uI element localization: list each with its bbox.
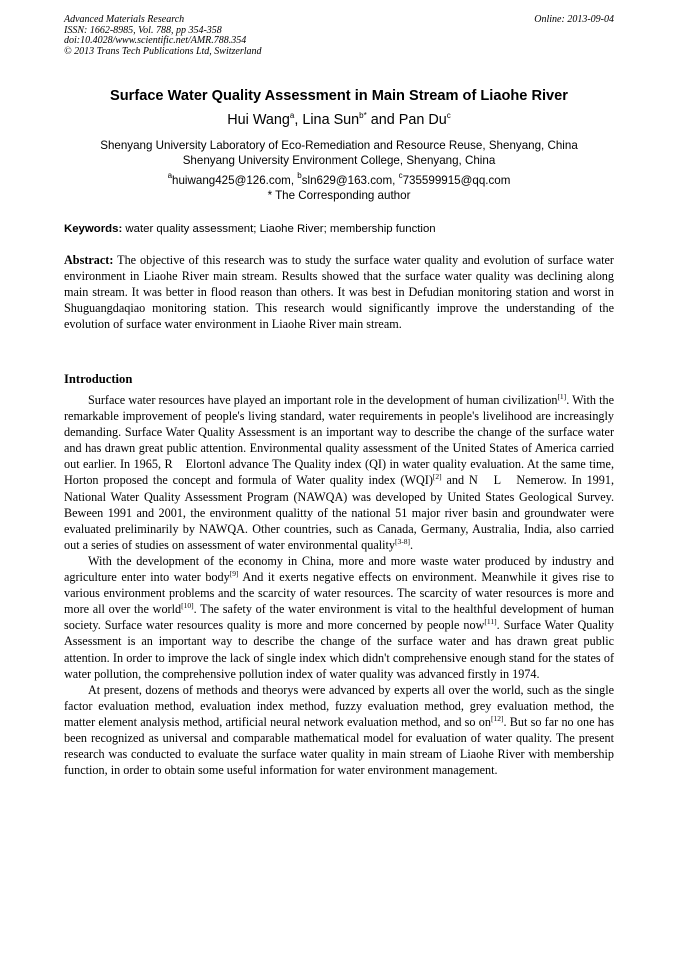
author-mark: c [446, 111, 451, 120]
affiliation-line: Shenyang University Environment College, Shenyang, China [182, 154, 496, 167]
text-run: Surface water resources have played an important role in the development of human civilization [88, 393, 558, 407]
copyright-line: © 2013 Trans Tech Publications Ltd, Switzerland [64, 45, 262, 57]
text-run: At present, dozens of methods and theorys were advanced by experts all over the world, such as the single factor evaluation method, evaluation index method, fuzzy evaluation method, grey evaluation method, the matter element analysis method, artificial neural network evaluation method, and so on [64, 682, 614, 729]
abstract-label: Abstract: [64, 253, 114, 267]
section-heading: Introduction [64, 372, 133, 386]
author-list [40, 112, 638, 128]
paragraph [64, 682, 614, 779]
contact-block [40, 173, 638, 203]
citation: [1] [557, 392, 567, 401]
email-mark: c [398, 171, 403, 180]
citation: [11] [484, 617, 497, 627]
paragraph [64, 553, 614, 682]
text-run: . But so far no one has been recognized as universal and comparable mathematical model for evaluation of water quality. The present research was conducted to evaluate the surface water quality in main stream of Liaohe River with membership function, in order to obtain some useful information for water environment management. [64, 714, 614, 778]
abstract-text: The objective of this research was to study the surface water quality and evolution of surface water environment in Liaohe River main stream. Results showed that the surface water quality was declining along main stream. It was better in flood reason than others. It was best in Defudian monitoring station and worst in Shuguangdaqiao monitoring station. This research would significantly improve the understanding of the evolution of surface water environment in Liaohe River main stream. [64, 253, 614, 332]
citation: [2] [432, 472, 442, 482]
text-run: . With the remarkable improvement of people's living standard, water requirements in people's livelihood are increasingly demanding. Surface Water Quality Assessment is an important way to describe the change of the surface water and has drawn great public attention. Environmental quality assessment of the United States of America carried out earlier. In 1965, R Elortonl advance The Quality index (QI) in water quality evaluation. At the same time, Horton proposed the concept and formula of Water quality index (WQI) [64, 393, 614, 488]
introduction-body [64, 392, 614, 778]
text-run: With the development of the economy in China, more and more waste water produced by industry and agriculture enter into water body [64, 553, 614, 585]
affiliations [40, 138, 638, 168]
citation: [3-8] [395, 536, 411, 546]
author-mark: a [289, 111, 295, 120]
text-run: and N L Nemerow. In 1991, National Water Quality Assessment Program (NAWQA) was developed by United States Geological Survey. Beween 1991 and 2001, the environment qualitty of the national 51 major river basin and groundwater were evaluated preliminarily by NAWQA. Other countries, such as Canada, Germany, Australia, India, also carried out a series of studies on assessment of water environmental quality [64, 473, 614, 552]
author-name: Hui Wang [227, 112, 290, 128]
email-address: sln629@163.com [301, 174, 393, 187]
keywords-label: Keywords: [64, 223, 123, 235]
text-run: And it exerts negative effects on environment. Meanwhile it gives rise to various environment problems and the scarcity of water resources. The scarcity of water resources is more and more all over the world [64, 570, 614, 617]
text-run: . [410, 537, 414, 552]
citation: [12] [490, 713, 504, 723]
paper-title: Surface Water Quality Assessment in Main Stream of Liaohe River [110, 88, 568, 104]
author-separator: , [294, 112, 303, 128]
text-run: . The safety of the water environment is vital to the healthful development of human society. Surface water resources quality is more and more concerned by people now [64, 602, 615, 633]
issn-line: ISSN: 1662-8985, Vol. 788, pp 354-358 [64, 24, 222, 36]
corresponding-note: * The Corresponding author [267, 189, 411, 202]
doi-line: doi:10.4028/www.scientific.net/AMR.788.354 [64, 35, 247, 46]
email-address: huiwang425@126.com [172, 174, 291, 187]
keywords-text: water quality assessment; Liaohe River; membership function [125, 223, 436, 235]
author-name: Lina Sun [302, 112, 360, 128]
keywords [64, 223, 624, 235]
abstract [64, 252, 614, 332]
citation: [10] [181, 601, 194, 611]
citation: [9] [229, 569, 239, 579]
author-mark: b* [359, 111, 367, 120]
author-separator: and [366, 112, 399, 128]
email-mark: a [167, 171, 173, 180]
online-date: Online: 2013-09-04 [534, 14, 614, 25]
text-run: . Surface Water Quality Assessment is an important way to describe the change of the surface water and has drawn great public attention. In order to improve the lack of single index which didn't comprehensive enough stand for the states of water pollution, the comprehensive pollution index of water quality was advanced firstly in 1974. [64, 618, 614, 681]
email-mark: b [297, 171, 302, 180]
email-line: $^a$huiwang425@126.com, $^b$sln629@163.com, $^c$735599915@qq.com [167, 171, 511, 187]
paragraph [64, 392, 614, 553]
email-address: 735599915@qq.com [402, 174, 511, 187]
journal-name: Advanced Materials Research [64, 14, 185, 25]
author-name: Pan Du [398, 112, 447, 128]
affiliation-line: Shenyang University Laboratory of Eco-Remediation and Resource Reuse, Shenyang, China [100, 139, 578, 152]
journal-header [64, 15, 262, 57]
